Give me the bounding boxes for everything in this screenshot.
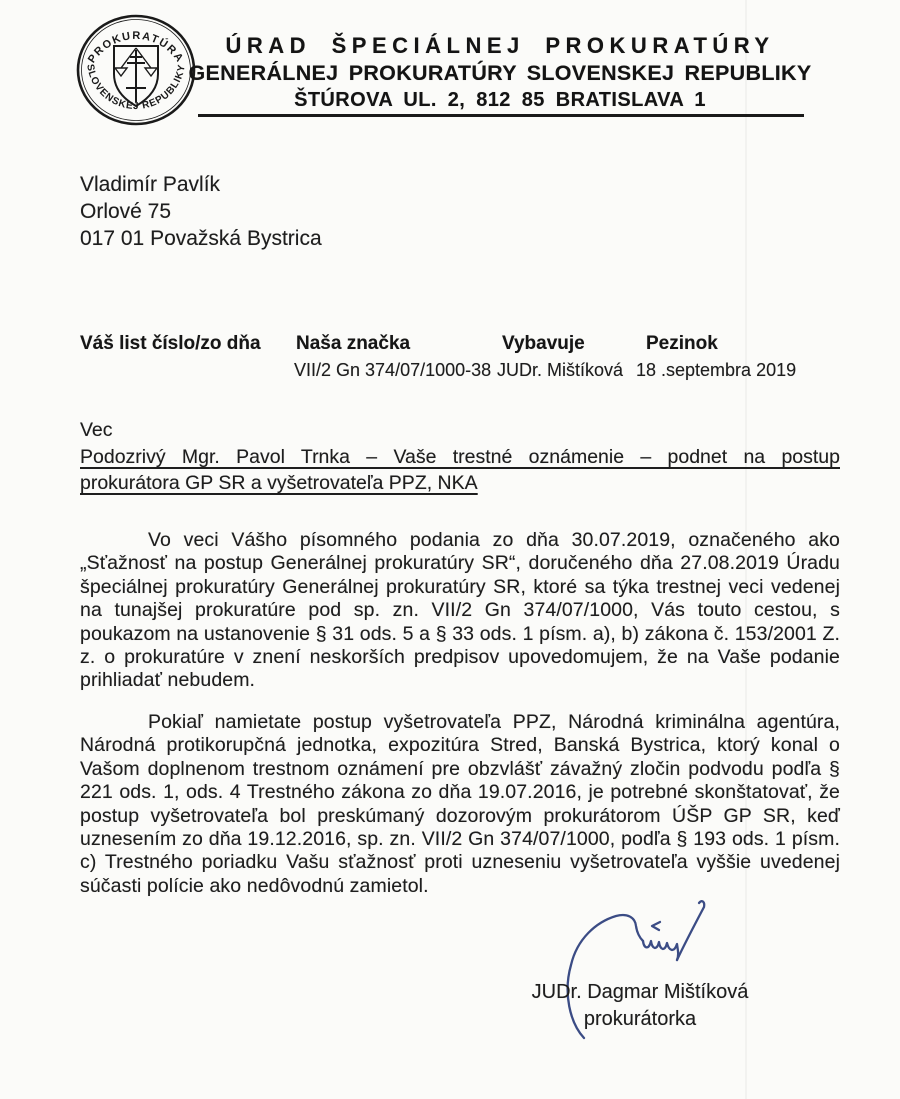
subject-label: Vec <box>80 419 113 441</box>
ref-handled-by-label: Vybavuje <box>502 333 585 354</box>
ref-your-letter-label: Váš list číslo/zo dňa <box>80 333 261 354</box>
signatory-block <box>500 979 780 1033</box>
recipient-street: Orlové 75 <box>80 200 172 223</box>
office-address-line: ŠTÚROVA UL. 2, 812 85 BRATISLAVA 1 <box>294 89 706 111</box>
letterhead-divider <box>198 114 804 117</box>
body-paragraph-1: Vo veci Vášho písomného podania zo dňa 30.07.2019, označeného ako „Sťažnosť na postup Generálnej prokuratúry SR“, doručeného dňa 27.08.2019 Úradu špeciálnej prokuratúry Generálnej prokuratúry SR, ktoré sa týka trestnej veci vedenej na tunajšej prokuratúre pod sp. zn. VII/2 Gn 374/07/1000, Vás touto cestou, s poukazom na ustanovenie § 31 ods. 5 a § 33 ods. 1 písm. a), b) zákona č. 153/2001 Z. z. o prokuratúre v znení neskorších predpisov upovedomujem, že na Vaše podanie prihliadať nebudem. <box>80 529 840 692</box>
letterhead <box>170 33 830 112</box>
office-name-line2: GENERÁLNEJ PROKURATÚRY SLOVENSKEJ REPUBLIKY <box>188 61 812 85</box>
ref-date-value: 18 .septembra 2019 <box>636 360 797 380</box>
office-name-line1: ÚRAD ŠPECIÁLNEJ PROKURATÚRY <box>225 33 775 58</box>
recipient-name: Vladimír Pavlík <box>80 173 221 196</box>
subject-line2: prokurátora GP SR a vyšetrovateľa PPZ, NKA <box>80 472 478 494</box>
body-paragraph-2: Pokiaľ namietate postup vyšetrovateľa PPZ, Národná kriminálna agentúra, Národná protikorupčná jednotka, expozitúra Stred, Banská Bystrica, ktorý konal o Vašom doplnenom trestnom oznámení pre obzvlášť závažný zločin podvodu podľa § 221 ods. 1, ods. 4 Trestného zákona zo dňa 19.07.2016, je potrebné skonštatovať, že postup vyšetrovateľa bol preskúmaný dozorovým prokurátorom ÚŠP GP SR, keď uznesením zo dňa 19.12.2016, sp. zn. VII/2 Gn 374/07/1000, podľa § 193 ods. 1 písm. c) Trestného poriadku Vašu sťažnosť proti uzneseniu vyšetrovateľa vyššie uvedenej súčasti polície ako nedôvodnú zamietol. <box>80 711 840 897</box>
seal-top-text: PROKURATÚRA <box>85 29 187 66</box>
ref-handled-by-value: JUDr. Mištíková <box>497 360 624 380</box>
signatory-name: JUDr. Dagmar Mištíková <box>531 981 749 1003</box>
double-cross-icon <box>127 50 145 78</box>
recipient-address-block <box>80 171 322 252</box>
ref-our-mark-label: Naša značka <box>296 333 411 354</box>
signatory-title: prokurátorka <box>583 1008 697 1030</box>
subject-line1: Podozrivý Mgr. Pavol Trnka – Vaše trestné oznámenie – podnet na postup <box>80 446 840 468</box>
seal-emblem <box>114 46 158 106</box>
recipient-city: 017 01 Považská Bystrica <box>80 227 322 250</box>
ref-place-label: Pezinok <box>646 333 718 354</box>
subject-block <box>80 444 840 496</box>
seal-bottom-text: SLOVENSKEJ REPUBLIKY <box>84 63 188 113</box>
pedestal-cross-icon <box>126 78 146 102</box>
ref-our-mark-value: VII/2 Gn 374/07/1000-38 <box>294 360 492 380</box>
